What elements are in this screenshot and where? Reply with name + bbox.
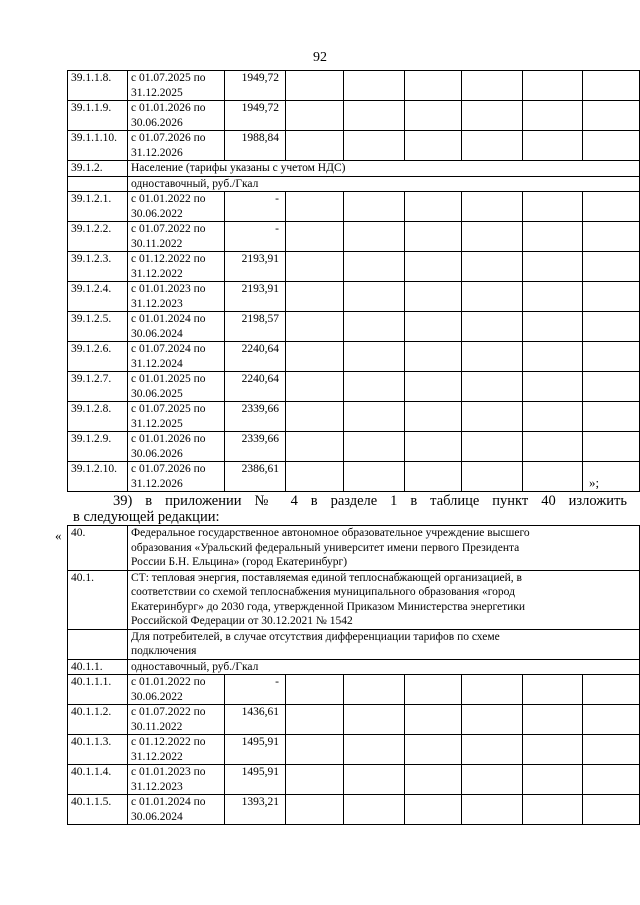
period-line: 31.12.2024 [131,357,183,370]
empty-cell [523,765,583,795]
empty-cell [286,252,344,282]
empty-cell [523,432,583,462]
empty-cell [344,312,405,342]
row-description [128,570,640,629]
tariff-value: - [225,192,286,222]
row-number: 40.1.1.3. [68,735,128,765]
empty-cell [344,402,405,432]
period-line: 31.12.2026 [131,477,183,490]
row-number: 40.1.1.2. [68,705,128,735]
empty-cell [405,402,462,432]
period-line: 31.12.2023 [131,297,183,310]
empty-cell [286,192,344,222]
table-row [68,342,640,372]
empty-cell [462,765,523,795]
table-row [68,161,640,177]
empty-cell [523,282,583,312]
empty-cell [583,71,640,101]
row-number: 39.1.2.2. [68,222,128,252]
empty-cell [405,71,462,101]
period-line: с 01.12.2022 по [131,736,206,748]
tariff-value: 1436,61 [225,705,286,735]
table-row [68,282,640,312]
period-line: 30.06.2022 [131,690,183,703]
empty-cell [405,432,462,462]
row-description [128,526,640,571]
page-number: 92 [313,50,327,65]
empty-cell [286,675,344,705]
empty-cell [523,675,583,705]
period-cell [128,101,225,131]
tariff-value: 2240,64 [225,372,286,402]
row-number: 39.1.1.8. [68,71,128,101]
empty-cell [523,402,583,432]
row-number: 40.1.1.4. [68,765,128,795]
amendment-text: 39) в приложении № 4 в разделе 1 в таблице пункт 40 изложить [113,493,627,509]
empty-cell [344,795,405,825]
row-number: 39.1.2.3. [68,252,128,282]
table-row [68,795,640,825]
period-line: 31.12.2022 [131,267,183,280]
description-line: Федеральное государственное автономное образовательное учреждение высшего [131,527,530,539]
empty-cell [344,675,405,705]
period-line: 31.12.2026 [131,146,183,159]
period-line: 30.06.2022 [131,207,183,220]
empty-cell [583,222,640,252]
description-line: Для потребителей, в случае отсутствия дифференциации тарифов по схеме [131,630,500,643]
tariff-value: 2339,66 [225,402,286,432]
empty-cell [286,312,344,342]
description-line: подключения [131,645,197,657]
empty-cell [462,131,523,161]
empty-cell [583,312,640,342]
empty-cell [405,765,462,795]
table-row [68,71,640,101]
tariff-value: 1949,72 [225,101,286,131]
row-number: 40.1.1.1. [68,675,128,705]
period-line: с 01.01.2024 по [131,313,206,325]
table-row [68,659,640,675]
row-number: 39.1.2.6. [68,342,128,372]
empty-cell [583,252,640,282]
empty-cell [523,192,583,222]
empty-cell [286,705,344,735]
empty-cell [286,432,344,462]
period-line: с 01.07.2026 по [131,132,206,144]
empty-cell [462,252,523,282]
table-row [68,735,640,765]
period-line: 30.06.2025 [131,387,183,400]
tariff-value: 1495,91 [225,765,286,795]
empty-cell [286,372,344,402]
empty-cell [583,402,640,432]
tariff-value: 2386,61 [225,462,286,492]
empty-cell [462,71,523,101]
row-number: 39.1.2.1. [68,192,128,222]
empty-cell [523,735,583,765]
period-cell [128,705,225,735]
period-cell [128,432,225,462]
period-line: с 01.01.2023 по [131,283,206,295]
table-row [68,131,640,161]
row-number: 39.1.2.5. [68,312,128,342]
period-cell [128,192,225,222]
empty-cell [286,462,344,492]
table-row [68,570,640,629]
empty-cell [583,735,640,765]
period-line: 31.12.2025 [131,86,183,99]
empty-cell [523,705,583,735]
tariff-value: 2240,64 [225,342,286,372]
description-line: одноставочный, руб./Гкал [131,177,259,190]
closing-quote: »; [589,475,600,490]
period-cell [128,795,225,825]
row-number: 39.1.2.8. [68,402,128,432]
empty-cell [405,342,462,372]
empty-cell [286,131,344,161]
empty-cell [583,342,640,372]
row-number: 39.1.2. [68,161,128,177]
empty-cell [405,795,462,825]
empty-cell [286,735,344,765]
period-line: с 01.07.2025 по [131,72,206,84]
empty-cell [286,795,344,825]
empty-cell [286,282,344,312]
period-cell [128,765,225,795]
table-row [68,765,640,795]
empty-cell [344,222,405,252]
empty-cell [344,131,405,161]
empty-cell [344,252,405,282]
empty-cell [344,372,405,402]
table-row [68,222,640,252]
row-description [128,176,640,192]
table-row [68,176,640,192]
row-number: 39.1.2.7. [68,372,128,402]
tariff-value: 1988,84 [225,131,286,161]
empty-cell [344,101,405,131]
tariff-value: 2193,91 [225,252,286,282]
period-line: 30.11.2022 [131,720,183,733]
opening-quote: « [55,528,62,543]
period-line: с 01.01.2024 по [131,796,206,808]
period-line: 30.06.2024 [131,810,183,823]
period-line: с 01.07.2022 по [131,223,206,235]
empty-cell [405,372,462,402]
period-cell [128,342,225,372]
empty-cell [523,312,583,342]
empty-cell [462,101,523,131]
period-cell [128,282,225,312]
empty-cell [344,192,405,222]
period-cell [128,71,225,101]
tariff-value: 1495,91 [225,735,286,765]
empty-cell [405,252,462,282]
row-number: 40.1.1. [68,659,128,675]
empty-cell [405,675,462,705]
description-line: Российской Федерации от 30.12.2021 № 1542 [131,615,353,627]
period-line: с 01.12.2022 по [131,253,206,265]
table-row [68,705,640,735]
table-row [68,192,640,222]
tariff-value: 2198,57 [225,312,286,342]
row-number [68,176,128,192]
empty-cell [344,282,405,312]
period-line: 31.12.2022 [131,750,183,763]
empty-cell [583,675,640,705]
period-line: с 01.01.2025 по [131,373,206,385]
row-number: 39.1.2.9. [68,432,128,462]
empty-cell [344,705,405,735]
tariff-value: 2193,91 [225,282,286,312]
row-number: 39.1.2.4. [68,282,128,312]
empty-cell [286,101,344,131]
row-number: 40. [68,526,128,571]
amendment-text-continued: в следующей редакции: [73,509,220,525]
empty-cell [405,192,462,222]
empty-cell [405,222,462,252]
period-line: 31.12.2025 [131,417,183,430]
table-row [68,312,640,342]
empty-cell [462,312,523,342]
period-cell [128,222,225,252]
tariff-table-bottom [67,525,640,825]
empty-cell [462,372,523,402]
empty-cell [583,282,640,312]
empty-cell [523,222,583,252]
description-line: образования «Уральский федеральный университет имени первого Президента [131,541,520,554]
empty-cell [523,131,583,161]
period-cell [128,462,225,492]
description-line: СТ: тепловая энергия, поставляемая единой теплоснабжающей организацией, в [131,571,522,584]
table-row [68,629,640,659]
empty-cell [405,312,462,342]
period-cell [128,131,225,161]
row-number: 40.1.1.5. [68,795,128,825]
period-line: с 01.07.2026 по [131,463,206,475]
empty-cell [583,131,640,161]
tariff-value: - [225,222,286,252]
empty-cell [462,222,523,252]
empty-cell [405,705,462,735]
table-row [68,462,640,492]
empty-cell [462,705,523,735]
empty-cell [344,71,405,101]
period-line: с 01.01.2022 по [131,193,206,205]
row-number: 39.1.1.10. [68,131,128,161]
period-line: с 01.07.2024 по [131,343,206,355]
table-row [68,432,640,462]
table-row [68,526,640,571]
period-line: с 01.07.2025 по [131,403,206,415]
period-line: 30.11.2022 [131,237,183,250]
empty-cell [405,101,462,131]
empty-cell [286,402,344,432]
empty-cell [405,282,462,312]
empty-cell [462,795,523,825]
row-number [68,629,128,659]
tariff-value: - [225,675,286,705]
description-line: России Б.Н. Ельцина» (город Екатеринбург) [131,556,348,568]
row-description [128,659,640,675]
period-line: с 01.01.2023 по [131,766,206,778]
empty-cell [583,101,640,131]
empty-cell [523,342,583,372]
empty-cell [286,222,344,252]
empty-cell [523,372,583,402]
empty-cell [286,765,344,795]
empty-cell [583,765,640,795]
empty-cell [462,735,523,765]
empty-cell [405,735,462,765]
empty-cell [583,432,640,462]
description-line: Население (тарифы указаны с учетом НДС) [131,162,346,174]
empty-cell [344,735,405,765]
period-line: 30.06.2026 [131,447,183,460]
period-line: 30.06.2024 [131,327,183,340]
empty-cell [523,71,583,101]
empty-cell [462,342,523,372]
period-cell [128,312,225,342]
empty-cell [286,342,344,372]
table-row [68,252,640,282]
table-row [68,372,640,402]
empty-cell [462,675,523,705]
table-row [68,402,640,432]
row-number: 39.1.2.10. [68,462,128,492]
period-line: с 01.01.2022 по [131,676,206,688]
empty-cell [344,765,405,795]
empty-cell [583,192,640,222]
empty-cell [462,432,523,462]
empty-cell [523,462,583,492]
empty-cell [462,402,523,432]
row-number: 39.1.1.9. [68,101,128,131]
table-row [68,101,640,131]
row-number: 40.1. [68,570,128,629]
period-line: с 01.07.2022 по [131,706,206,718]
description-line: Екатеринбург» до 2030 года, утвержденной Приказом Министерства энергетики [131,600,526,613]
tariff-value: 1949,72 [225,71,286,101]
empty-cell [462,282,523,312]
period-line: 31.12.2023 [131,780,183,793]
row-description [128,161,640,177]
empty-cell [523,101,583,131]
empty-cell [462,192,523,222]
empty-cell [462,462,523,492]
table-row [68,675,640,705]
period-line: 30.06.2026 [131,116,183,129]
period-line: с 01.01.2026 по [131,102,206,114]
row-description [128,629,640,659]
empty-cell [523,252,583,282]
empty-cell [583,705,640,735]
period-cell [128,675,225,705]
empty-cell [344,432,405,462]
description-line: одноставочный, руб./Гкал [131,660,259,673]
empty-cell [344,462,405,492]
empty-cell [344,342,405,372]
empty-cell [405,462,462,492]
empty-cell [583,372,640,402]
empty-cell [286,71,344,101]
period-cell [128,735,225,765]
empty-cell [405,131,462,161]
tariff-value: 2339,66 [225,432,286,462]
tariff-value: 1393,21 [225,795,286,825]
period-cell [128,372,225,402]
period-cell [128,402,225,432]
empty-cell [523,795,583,825]
tariff-table-top [67,70,640,492]
description-line: соответствии со схемой теплоснабжения муниципального образования «город [131,586,515,598]
period-cell [128,252,225,282]
period-line: с 01.01.2026 по [131,433,206,445]
empty-cell [583,795,640,825]
